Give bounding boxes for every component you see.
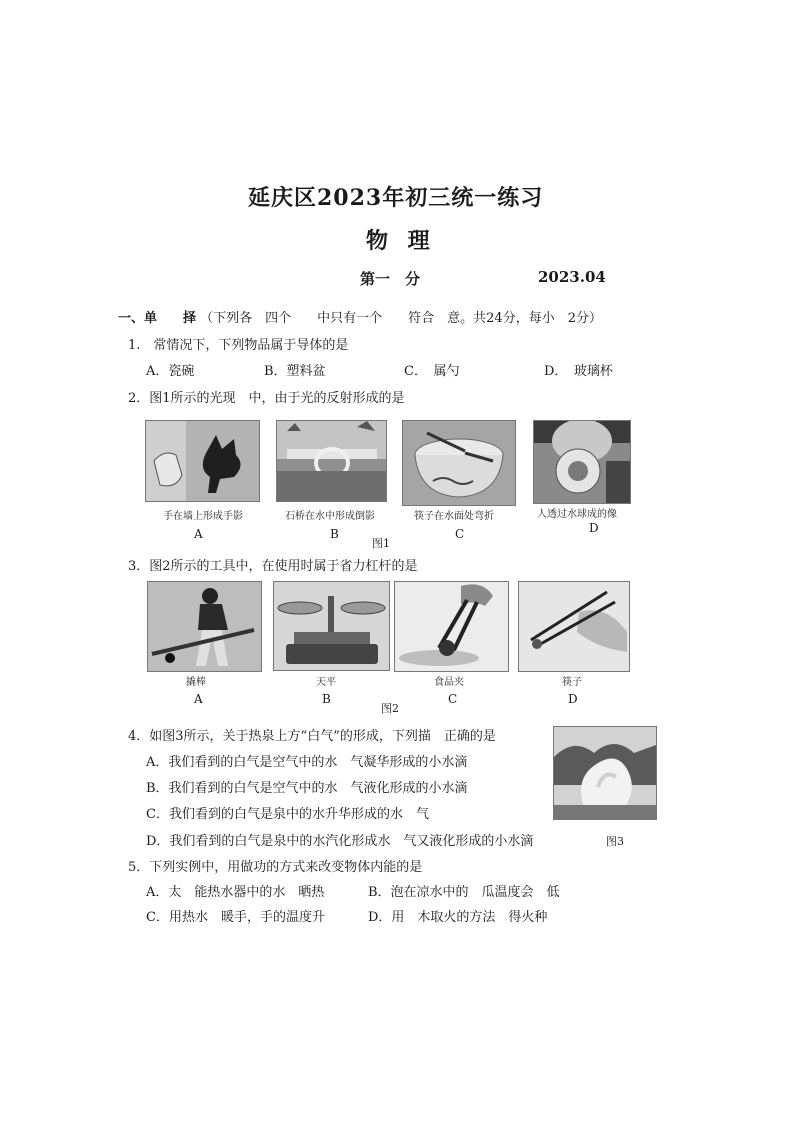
figure-3-label: 图3	[606, 835, 624, 848]
q2-photo-water-ball[interactable]	[533, 420, 631, 504]
q2-letter-c: C	[455, 527, 465, 541]
q2-caption-a: 手在墙上形成手影	[163, 511, 243, 522]
q1-option-c[interactable]: C． 属勺	[404, 364, 460, 379]
q3-letter-a: A	[194, 692, 203, 706]
bridge-reflection-image	[277, 421, 386, 501]
q4-option-b[interactable]: B．我们看到的白气是空气中的水 气液化形成的小水滴	[146, 781, 468, 796]
q3-letter-c: C	[448, 692, 458, 706]
q4-option-d[interactable]: D．我们看到的白气是泉中的水汽化形成水 气又液化形成的小水滴	[146, 834, 534, 849]
q5-option-a[interactable]: A．太 能热水器中的水 晒热	[146, 885, 325, 900]
q3-photo-balance[interactable]	[273, 581, 390, 671]
section-heading	[118, 307, 602, 326]
q5-option-d[interactable]: D．用 木取火的方法 得火种	[368, 910, 548, 925]
q5-option-b[interactable]: B．泡在凉水中的 瓜温度会 低	[368, 885, 560, 900]
q3-stem: 3．图2所示的工具中，在使用时属于省力杠杆的是	[128, 559, 418, 574]
q2-stem: 2．图1所示的光现 中，由于光的反射形成的是	[128, 391, 405, 406]
food-tongs-image	[395, 582, 508, 671]
q2-letter-d: D	[589, 521, 599, 535]
q3-photo-crowbar[interactable]	[147, 581, 262, 672]
q2-photo-bridge-reflection[interactable]	[276, 420, 387, 502]
hand-shadow-image	[146, 421, 259, 501]
q2-caption-c: 筷子在水面处弯折	[414, 511, 494, 522]
part-label: 第一 分	[360, 270, 421, 288]
section-note: （下列各 四个 中只有一个 符合 意。共24分，每小 2分）	[200, 311, 602, 326]
q1-stem: 1. 常情况下，下列物品属于导体的是	[128, 338, 349, 353]
q4-stem: 4．如图3所示，关于热泉上方“白气”的形成，下列描 正确的是	[128, 729, 496, 744]
q1-option-d[interactable]: D． 玻璃杯	[544, 364, 613, 379]
q3-letter-b: B	[322, 692, 331, 706]
q2-photo-hand-shadow[interactable]	[145, 420, 260, 502]
q4-option-a[interactable]: A．我们看到的白气是空气中的水 气凝华形成的小水滴	[146, 755, 468, 770]
q3-caption-c: 食品夹	[434, 677, 464, 688]
q3-caption-a: 撬棒	[186, 677, 206, 688]
q4-photo-hot-spring[interactable]	[553, 726, 657, 820]
q5-option-c[interactable]: C．用热水 暖手，手的温度升	[146, 910, 325, 925]
q3-photo-chopsticks[interactable]	[518, 581, 630, 672]
q2-caption-d: 人透过水球成的像	[537, 509, 617, 520]
hot-spring-image	[554, 727, 656, 819]
q3-letter-d: D	[568, 692, 578, 706]
q2-letter-b: B	[330, 527, 339, 541]
exam-date: 2023.04	[538, 268, 606, 286]
subject-title: 物 理	[366, 228, 436, 254]
q1-option-b[interactable]: B．塑料盆	[264, 364, 326, 379]
figure-2-label: 图2	[381, 702, 399, 715]
q2-caption-b: 石桥在水中形成倒影	[285, 511, 375, 522]
q5-stem: 5．下列实例中，用做功的方式来改变物体内能的是	[128, 860, 423, 875]
q1-option-a[interactable]: A．瓷碗	[146, 364, 195, 379]
water-ball-image	[534, 421, 630, 503]
balance-image	[274, 582, 389, 670]
chopstick-bowl-image	[403, 421, 515, 505]
q2-letter-a: A	[194, 527, 203, 541]
section-label: 一、单 择	[118, 311, 197, 326]
q4-option-c[interactable]: C．我们看到的白气是泉中的水升华形成的水 气	[146, 807, 429, 822]
crowbar-image	[148, 582, 261, 671]
q2-photo-chopstick-bowl[interactable]	[402, 420, 516, 506]
exam-title: 延庆区2023年初三统一练习	[248, 185, 544, 211]
q3-caption-d: 筷子	[562, 677, 582, 688]
q3-photo-food-tongs[interactable]	[394, 581, 509, 672]
chopsticks-image	[519, 582, 629, 671]
q3-caption-b: 天平	[316, 677, 336, 688]
figure-1-label: 图1	[372, 537, 390, 550]
